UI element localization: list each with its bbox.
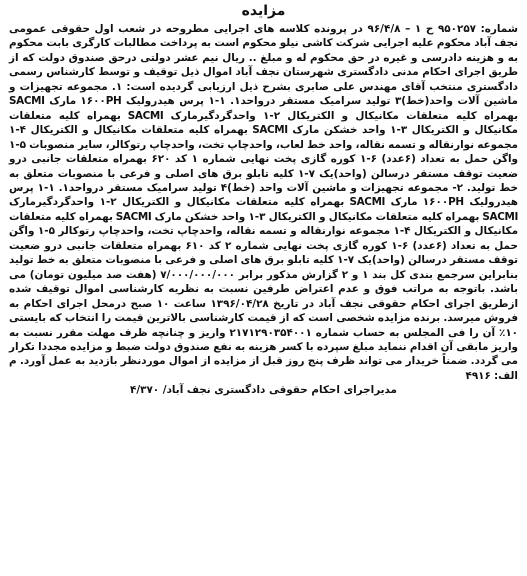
notice-body: شماره: ۹۵۰۲۵۷ ح ۱ – ۹۶/۴/۸ در پرونده کلاسه های اجرایی مطروحه در شعب اول حقوقی عمومی نجف آباد محکوم علیه اجرایی شرکت کاشی نیلو محکوم است به پرداخت مطالبات کارگری بابت محکوم به و هزینه دادرسی و غیره در حق محکوم له و مبلغ .. ریال نیم عشر دولتی درحق صندوق دولت که از طریق اجرای احکام مدنی دادگستری شهرستان نجف آباد اموال ذیل توقیف و توسط کارشناس رسمی دادگستری منتخب آقای مهندس علی صابری بشرح ذیل ارزیابی گردیده است: ۱. مجموعه تجهیزات و ماشین آلات واحد(خط)۳ تولید سرامیک مستقر درواحد۱. ۱-۱ پرس هیدرولیک ۱۶۰۰PH مارک SACMI بهمراه کلیه متعلقات مکانیکال و الکتریکال ۲-۱ واحدگردگیرمارک SACMI بهمراه کلیه متعلقات مکانیکال و الکتریکال ۳-۱ واحد خشکن مارک SACMI بهمراه کلیه متعلقات مکانیکال و الکتریکال ۴-۱ مجموعه نوارنقاله و تسمه نقاله، واحد خط لعاب، واحدچاپ تخت، واحدچاپ رتوکالر، سایر منصوبات ۵-۱ واگن حمل به تعداد (۶عدد) ۶-۱ کوره گازی پخت نهایی شماره ۱ کد ۶۲۰ بهمراه متعلقات جانبی درو ضعیت توقف مستقر درسالن (واحد)یک ۷-۱ کلیه تابلو برق های اصلی و فرعی با منصوبات متعلق به خط تولید. ۲- مجموعه تجهیزات و ماشین آلات واحد (خط)۴ تولید سرامیک مستقر درواحد۱. ۱-۱ پرس هیدرولیک ۱۶۰۰PH مارک SACMI بهمراه کلیه متعلقات مکانیکال و الکتریکال ۲-۱ واحدگردگیرمارک SACMI بهمراه کلیه متعلقات مکانیکال و الکتریکال ۳-۱ واحد خشکن مارک SACMI بهمراه کلیه متعلقات مکانیکال و الکتریکال ۴-۱ مجموعه نوارنقاله و تسمه نقاله، واحدچاپ تخت، واحدچاپ رتوکالر ۵-۱ واگن حمل به تعداد (۶عدد) ۶-۱ کوره گازی پخت نهایی شماره ۲ کد ۶۱۰ بهمراه متعلقات جانبی درو ضعیت توقف مستقر درسالن (واحد)یک ۷-۱ کلیه تابلو برق های اصلی و فرعی با منصوبات متعلق به خط تولید بنابراین سرجمع بندی کل بند ۱ و ۲ گزارش مذکور برابر ۷/۰۰۰/۰۰۰/۰۰۰ (هفت صد میلیون تومان) می باشد. باتوجه به مراتب فوق و عدم اعتراض طرفین نسبت به نظریه کارشناسی اموال توقیف شده ازطریق اجرای احکام حقوقی نجف آباد در تاریخ ۱۳۹۶/۰۴/۲۸ ساعت ۱۰ صبح درمحل اجرای احکام به فروش میرسد. برنده مزایده شخصی است که از قیمت کارشناسی بالاترین قیمت را انتخاب که بایستی ۱۰٪ آن را فی المجلس به حساب شماره ۲۱۷۱۲۹۰۳۵۴۰۰۱ واریز و چنانچه ظرف مهلت مقرر نسبت به واریز مابقی آن اقدام ننماید مبلغ سپرده با کسر هزینه به نفع صندوق دولت ضبط و مزایده مجددا تکرار می گردد. ضمناً خریدار می تواند ظرف پنج روز قبل از مزایده از اموال موردنظر بازدید به عمل آورد. م الف: ۴۹۱۶ xyxy=(9,23,519,382)
notice-signature: مدیراجرای احکام حقوقی دادگستری نجف آباد/ ۴/۳۷۰ xyxy=(129,384,397,397)
auction-notice xyxy=(9,0,518,398)
notice-title: مزایده xyxy=(241,3,286,19)
